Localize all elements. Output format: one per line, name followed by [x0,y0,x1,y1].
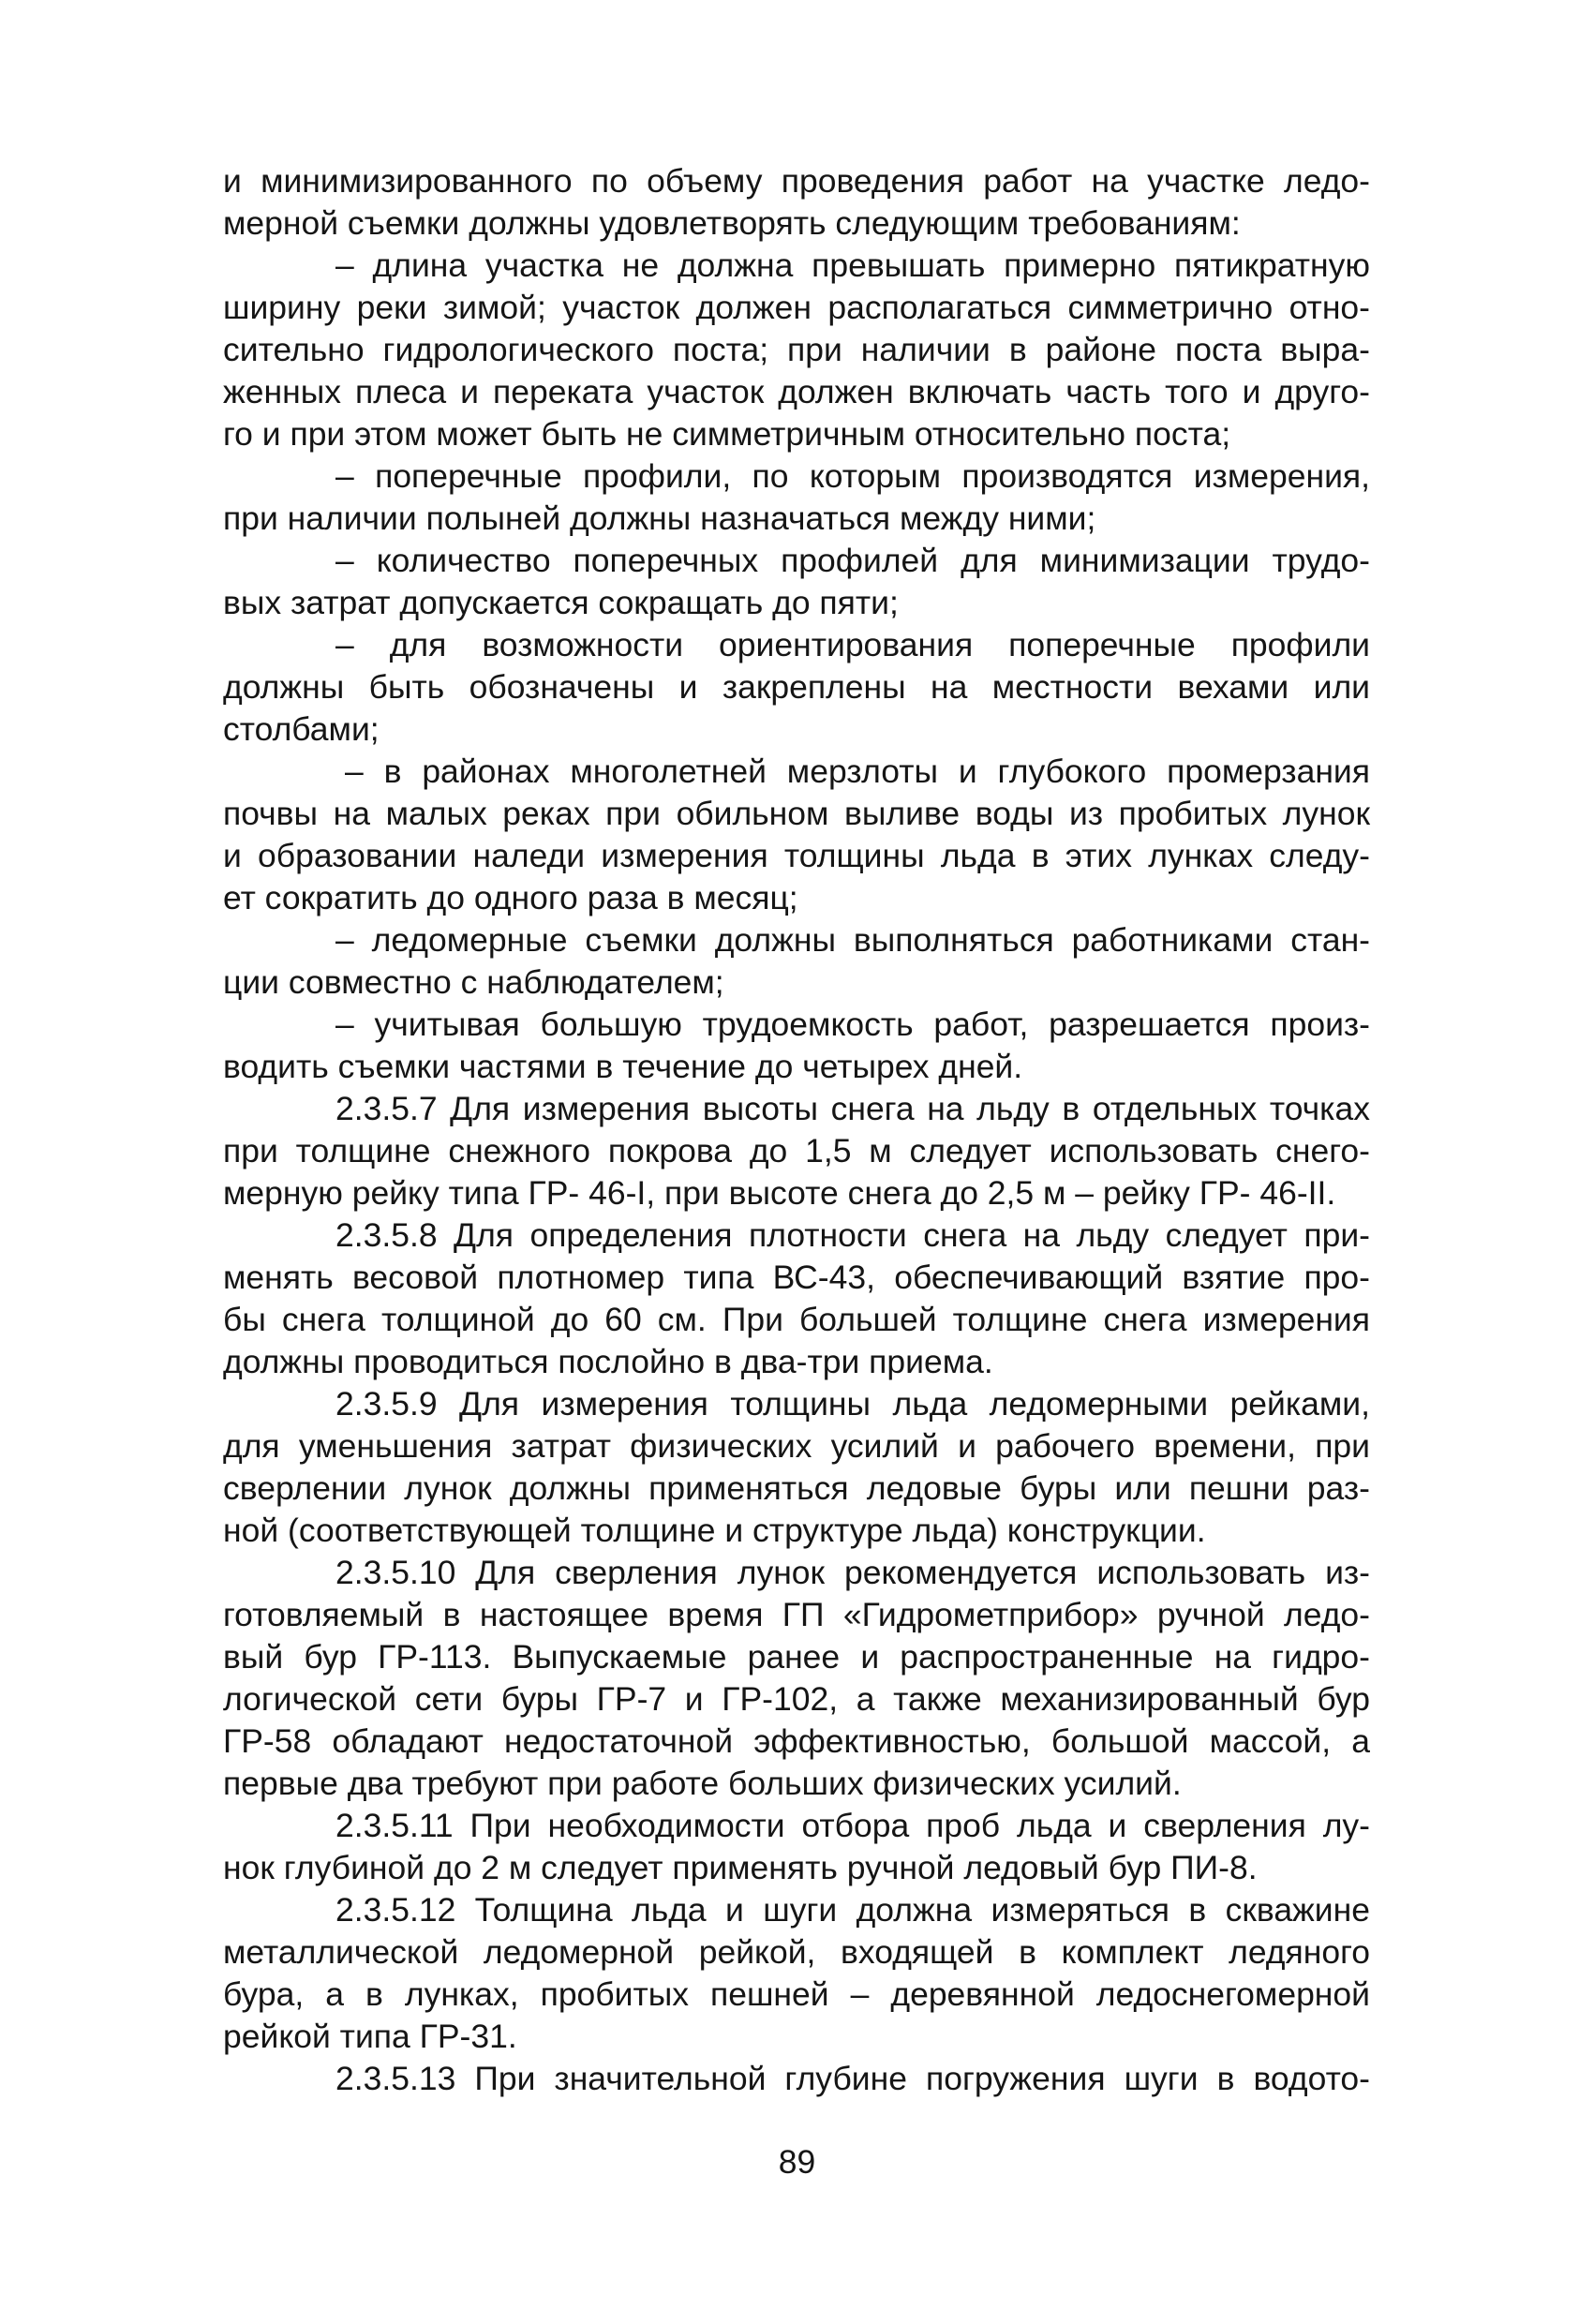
text-line: – количество поперечных профилей для минимизации трудо- [335,542,1370,579]
text-line: – длина участка не должна превышать примерно пятикратную [335,246,1370,284]
text-line: мерной съемки должны удовлетворять следующим требованиям: [223,204,1241,242]
text-line: логической сети буры ГР-7 и ГР-102, а также механизированный бур [223,1680,1370,1718]
text-line: сверлении лунок должны применяться ледовые буры или пешни раз- [223,1469,1370,1507]
text-line: для уменьшения затрат физических усилий и рабочего времени, при [223,1427,1370,1465]
text-line: должны проводиться послойно в два-три приема. [223,1343,993,1380]
text-line: и образовании наледи измерения толщины льда в этих лунках следу- [223,837,1370,874]
text-line: столбами; [223,710,380,748]
text-line: го и при этом может быть не симметричным относительно поста; [223,415,1231,453]
text-line: 2.3.5.11 При необходимости отбора проб льда и сверления лу- [335,1807,1370,1844]
text-line: ной (соответствующей толщине и структуре льда) конструкции. [223,1512,1206,1549]
text-line: менять весовой плотномер типа ВС-43, обеспечивающий взятие про- [223,1259,1370,1296]
text-line: мерную рейку типа ГР- 46-I, при высоте снега до 2,5 м – рейку ГР- 46-II. [223,1174,1336,1212]
text-line: 2.3.5.12 Толщина льда и шуги должна измеряться в скважине [335,1891,1370,1929]
text-line: – ледомерные съемки должны выполняться работниками стан- [335,921,1370,959]
text-line: – учитывая большую трудоемкость работ, разрешается произ- [335,1006,1370,1043]
text-line: при наличии полыней должны назначаться между ними; [223,499,1096,537]
text-line: ет сократить до одного раза в месяц; [223,879,798,916]
text-line: должны быть обозначены и закреплены на местности вехами или [223,668,1370,706]
text-line: женных плеса и переката участок должен включать часть того и друго- [223,373,1370,410]
text-line: бура, а в лунках, пробитых пешней – деревянной ледоснегомерной [223,1975,1370,2013]
text-line: при толщине снежного покрова до 1,5 м следует использовать снего- [223,1132,1370,1169]
text-line: водить съемки частями в течение до четырех дней. [223,1048,1023,1085]
text-line: вый бур ГР-113. Выпускаемые ранее и распространенные на гидро- [223,1638,1370,1676]
text-line: – в районах многолетней мерзлоты и глубокого промерзания [345,752,1370,790]
text-line: почвы на малых реках при обильном выливе воды из пробитых лунок [223,795,1370,832]
text-line: нок глубиной до 2 м следует применять ручной ледовый бур ПИ-8. [223,1849,1258,1886]
text-line: – поперечные профили, по которым производятся измерения, [335,457,1370,495]
page-number: 89 [778,2143,816,2181]
text-line: 2.3.5.8 Для определения плотности снега на льду следует при- [335,1216,1370,1254]
text-line: вых затрат допускается сокращать до пяти; [223,584,899,621]
text-line: готовляемый в настоящее время ГП «Гидрометприбор» ручной ледо- [223,1596,1370,1633]
text-line: и минимизированного по объему проведения работ на участке ледо- [223,162,1370,200]
text-line: 2.3.5.9 Для измерения толщины льда ледомерными рейками, [335,1385,1370,1423]
text-line: 2.3.5.13 При значительной глубине погружения шуги в водото- [335,2060,1370,2097]
text-line: ширину реки зимой; участок должен располагаться симметрично отно- [223,289,1370,326]
text-line: ГР-58 обладают недостаточной эффективностью, большой массой, а [223,1722,1370,1760]
text-line: металлической ледомерной рейкой, входящей в комплект ледяного [223,1933,1370,1971]
text-line: сительно гидрологического поста; при наличии в районе поста выра- [223,331,1370,368]
text-line: 2.3.5.10 Для сверления лунок рекомендуется использовать из- [335,1554,1370,1591]
text-line: – для возможности ориентирования поперечные профили [335,626,1370,663]
text-line: первые два требуют при работе больших физических усилий. [223,1765,1182,1802]
text-line: ции совместно с наблюдателем; [223,963,724,1001]
text-line: 2.3.5.7 Для измерения высоты снега на льду в отдельных точках [335,1090,1370,1127]
text-line: бы снега толщиной до 60 см. При большей толщине снега измерения [223,1301,1370,1338]
text-line: рейкой типа ГР-31. [223,2018,517,2055]
